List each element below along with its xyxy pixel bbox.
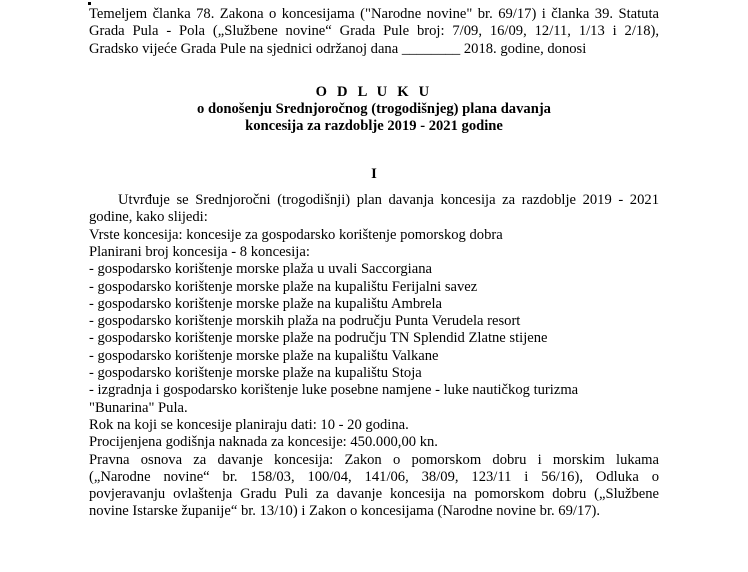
document-subtitle-1: o donošenju Srednjoročnog (trogodišnjeg) plana davanja: [197, 101, 551, 118]
list-item: - gospodarsko korištenje morske plaže na kupalištu Stoja: [89, 365, 422, 382]
section-intro-1: Utvrđuje se Srednjoročni (trogodišnji) plan davanja koncesija za razdoblje 2019 - 2021: [118, 192, 659, 209]
annual-fee: Procijenjena godišnja naknada za koncesije: 450.000,00 kn.: [89, 434, 438, 451]
list-item: - gospodarsko korištenje morskih plaža na području Punta Verudela resort: [89, 313, 521, 330]
concession-type: Vrste koncesija: koncesije za gospodarsko korištenje pomorskog dobra: [89, 226, 503, 243]
section-intro-2: godine, kako slijedi:: [89, 209, 208, 226]
document-page: [89, 6, 659, 521]
preamble-line-2: Grada Pula - Pola („Službene novine“ Grada Pule broj: 7/09, 16/09, 12/11, 1/13 i 2/18),: [89, 23, 659, 40]
list-item: - izgradnja i gospodarsko korištenje luke posebne namjene - luke nautičkog turizma: [89, 382, 579, 399]
legal-basis-4: novine Istarske županije“ br. 13/10) i Zakon o koncesijama (Narodne novine br. 69/17).: [89, 503, 601, 520]
legal-basis-3: povjeravanju ovlaštenja Gradu Puli za davanje koncesija na pomorskom dobru („Službene: [89, 486, 659, 503]
list-item: - gospodarsko korištenje morske plaže na kupalištu Ambrela: [89, 295, 443, 312]
legal-basis-1: Pravna osnova za davanje koncesija: Zakon o pomorskom dobru i morskim lukama: [89, 451, 659, 468]
list-item-continuation: "Bunarina" Pula.: [89, 399, 188, 416]
list-item: - gospodarsko korištenje morske plaže na kupalištu Valkane: [89, 347, 439, 364]
preamble-line-1: Temeljem članka 78. Zakona o koncesijama ("Narodne novine" br. 69/17) i članka 39. Statuta: [89, 6, 659, 22]
preamble-line-3: Gradsko vijeće Grada Pule na sjednici održanoj dana ________ 2018. godine, donosi: [89, 40, 587, 57]
paragraph-marker: [88, 2, 91, 5]
concession-term: Rok na koji se koncesije planiraju dati: 10 - 20 godina.: [89, 416, 409, 433]
legal-basis-2: („Narodne novine“ br. 158/03, 100/04, 141/06, 38/09, 123/11 i 56/16), Odluka o: [89, 468, 659, 485]
section-numeral: I: [371, 165, 377, 182]
document-title: O D L U K U: [315, 83, 433, 100]
list-item: - gospodarsko korištenje morske plaže na kupalištu Ferijalni savez: [89, 278, 478, 295]
document-subtitle-2: koncesija za razdoblje 2019 - 2021 godine: [245, 118, 503, 135]
list-item: - gospodarsko korištenje morske plaže na području TN Splendid Zlatne stijene: [89, 330, 548, 347]
planned-count: Planirani broj koncesija - 8 koncesija:: [89, 243, 310, 260]
list-item: - gospodarsko korištenje morske plaža u uvali Saccorgiana: [89, 261, 432, 278]
